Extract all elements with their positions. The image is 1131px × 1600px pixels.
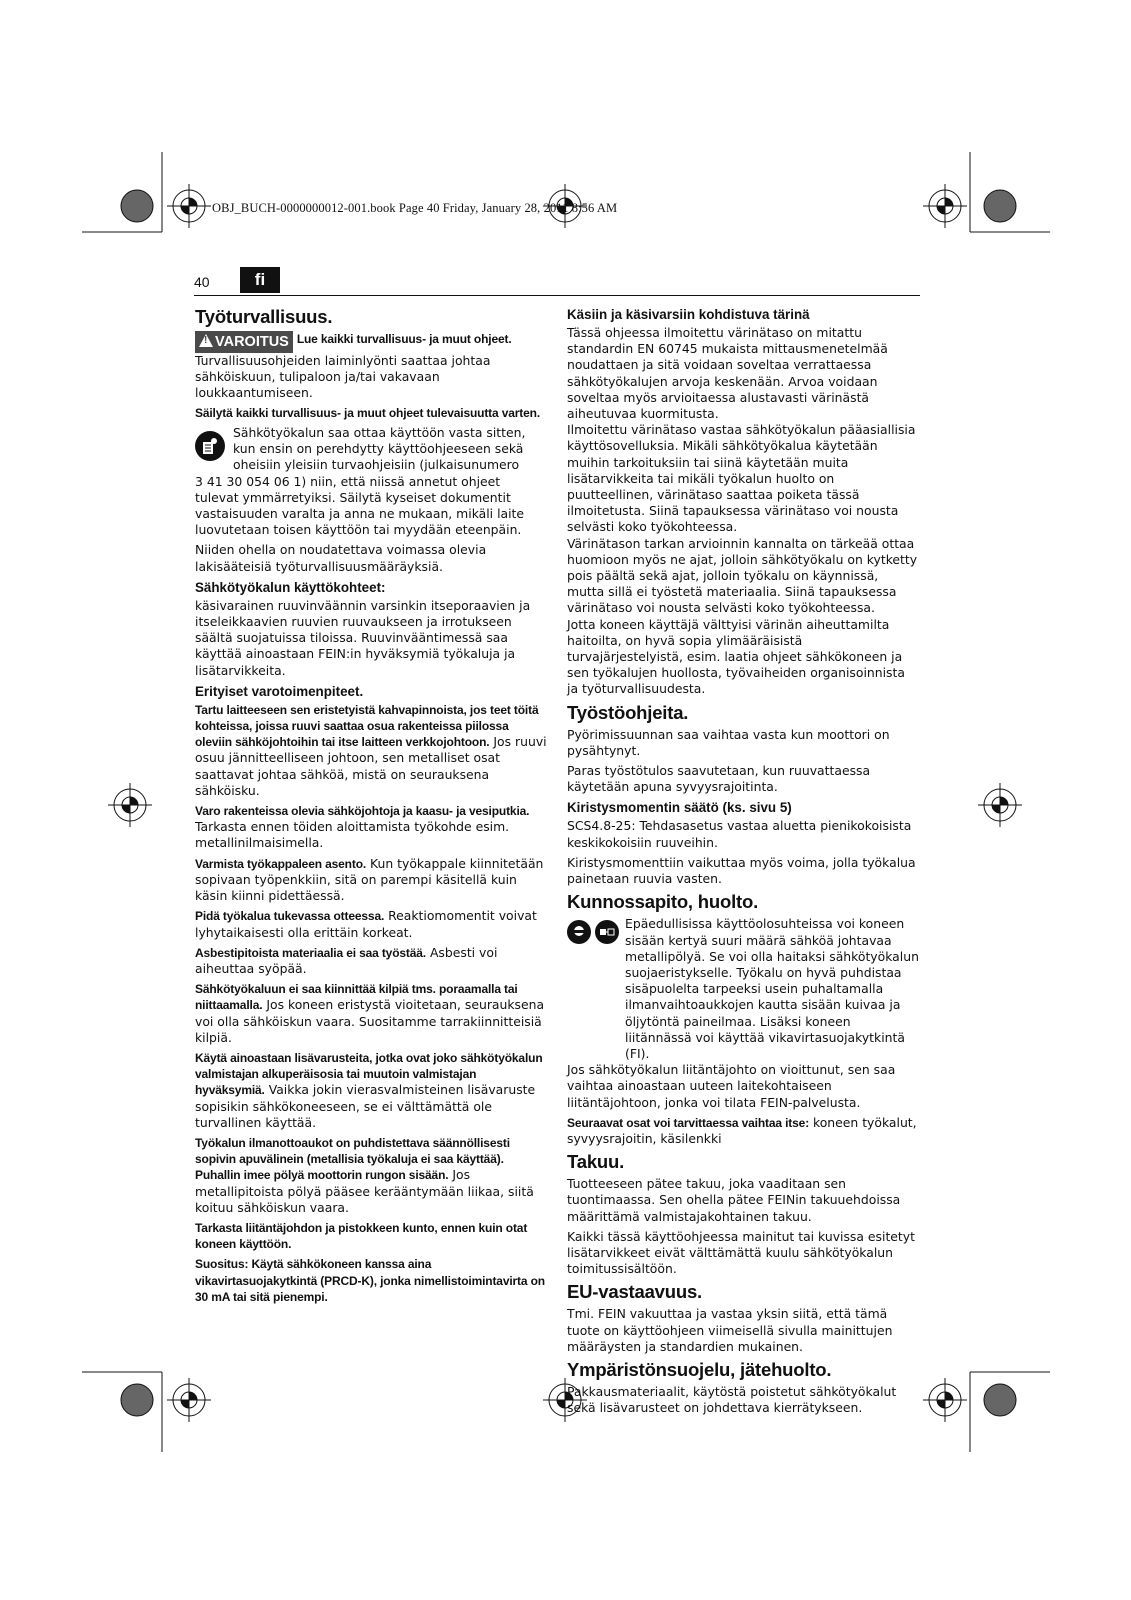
use-heading: Sähkötyökalun käyttökohteet: xyxy=(195,579,386,595)
header-rule xyxy=(194,295,920,296)
maintenance-note xyxy=(567,916,919,1062)
safety-item-bold: Varmista työkappaleen asento. xyxy=(195,856,367,871)
safety-item-text: Vaikka jokin vierasvalmisteinen lisävaruste sopisikin sähkökoneeseen, se ei välttämättä ole turvallinen käyttää. xyxy=(195,1082,536,1130)
torque-p2: Kiristysmomenttiin vaikuttaa myös voima, jolla työkalua painetaan ruuvia vasten. xyxy=(567,854,916,887)
maintenance-parts xyxy=(567,1115,919,1147)
warranty-title: Takuu. xyxy=(567,1151,625,1173)
book-slug: OBJ_BUCH-0000000012-001.book Page 40 Friday, January 28, 2011 8:56 AM xyxy=(212,201,618,215)
safety-item-bold: Sähkötyökaluun ei saa kiinnittää kilpiä tms. poraamalla tai niittaamalla. xyxy=(195,982,518,1013)
work-p1: Pyörimissuunnan saa vaihtaa vasta kun moottori on pysähtynyt. xyxy=(567,726,890,758)
use-text: käsivarainen ruuvinväännin varsinkin itseporaavien ja itseleikkaavien ruuvien ruuvaukseen ja irrotukseen säältä suojatuissa tiloissa. Ruuvinvääntimessä saa käyttää ainoastaan FEIN:in hyväksymiä työkaluja ja lisätarvikkeita. xyxy=(195,597,531,678)
warranty-p1: Tuotteeseen pätee takuu, joka vaaditaan sen tuontimaassa. Sen ohella pätee FEINin takuuehdoissa määrittämä valmistajakohtainen takuu. xyxy=(567,1176,901,1224)
safety-item-bold: Pidä työkalua tukevassa otteessa. xyxy=(195,909,385,924)
safety-item-text: Jos koneen eristystä vioitetaan, seurauksena voi olla sähköiskun vaara. Suositamme tarrakiinnitteisiä kilpiä. xyxy=(195,997,545,1045)
vibration-p3: Värinätason tarkan arvioinnin kannalta on tärkeää ottaa huomioon myös ne ajat, jolloin sähkötyökalu on kytketty pois päältä sekä ajat, jolloin työkalu on käynnissä, mutta sillä ei työstetä materiaalia. Siinä tapauksessa värinätaso voi nousta selvästi koko työkohteessa. xyxy=(567,535,918,616)
safety-item xyxy=(195,1050,547,1131)
safety-item xyxy=(195,702,547,799)
special-heading: Erityiset varotoimenpiteet. xyxy=(195,683,364,699)
maintenance-title: Kunnossapito, huolto. xyxy=(567,891,759,913)
vibration-p1: Tässä ohjeessa ilmoitettu värinätaso on mitattu standardin EN 60745 mukaista mittausmenetelmää noudattaen ja sitä voidaan soveltaa verrattaessa sähkötyökalujen arvoja keskenään. Arvoa voidaan soveltaa myös arvioitaessa alustavasti värinästä aiheutuvaa kuormitusta. xyxy=(567,325,888,422)
manual-text-cont: 3 41 30 054 06 1) niin, että niissä annetut ohjeet tulevat ymmärretyiksi. Säilytä kyseiset dokumentit vastaisuuden varalta ja anna ne mukaan, mikäli laite luovutetaan toisen käyttöön tai myydään eteenpäin. xyxy=(195,473,525,538)
warranty-p2: Kaikki tässä käyttöohjeessa mainitut tai kuvissa esitetyt lisätarvikkeet eivät välttämättä kuulu sähkötyökalun toimitussisältöön. xyxy=(567,1228,915,1277)
safety-item xyxy=(195,945,547,977)
vibration-p2: Ilmoitettu värinätaso vastaa sähkötyökalun pääasiallisia käyttösovelluksia. Mikäli sähkötyökalua käytetään muihin tarkoituksiin tai siinä käytetään muita lisätarvikkeita tai mikäli työkalun huolto on puutteellinen, värinätaso saattaa poiketa tässä ilmoitetusta. Siinä tapauksessa värinätaso voi nousta selvästi koko työkohteessa. xyxy=(567,422,916,535)
safety-item-text: Kun työkappale kiinnitetään sopivaan työpenkkiin, sitä on parempi käsitellä kuin käsin kiinni pidettäessä. xyxy=(195,855,544,904)
safety-item-bold: Työkalun ilmanottoaukot on puhdistettava säännöllisesti sopivin apuvälinein (metallisia työkaluja ei saa käyttää). Puhallin imee pölyä moottorin rungon sisään. xyxy=(195,1135,510,1183)
safety-item-text: Jos metallipitoista pölyä pääsee kerääntymään liikaa, siitä koituu sähköiskun vaara. xyxy=(195,1167,534,1215)
eye-protection-icon xyxy=(567,920,591,944)
environment-title: Ympäristönsuojelu, jätehuolto. xyxy=(567,1358,832,1380)
safety-item xyxy=(195,1220,547,1252)
eu-p1: Tmi. FEIN vakuuttaa ja vastaa yksin siitä, että tämä tuote on käyttöohjeen viimeisellä sivulla mainittujen määräysten ja standardien mukainen. xyxy=(567,1306,893,1354)
regulations-text: Niiden ohella on noudatettava voimassa olevia lakisääteisiä työturvallisuusmääräyksiä. xyxy=(195,542,487,574)
safety-item-text: Jos ruuvi osuu jännitteelliseen johtoon, sen metalliset osat saattavat johtaa sähköä, mistä on seurauksena sähköisku. xyxy=(195,734,547,798)
read-manual-icon xyxy=(195,431,225,461)
safety-item xyxy=(195,981,547,1046)
special-items xyxy=(195,702,547,1305)
safety-item-bold: Tarkasta liitäntäjohdon ja pistokkeen kunto, ennen kuin otat koneen käyttöön. xyxy=(195,1220,528,1252)
safety-title: Työturvallisuus. xyxy=(195,306,333,327)
left-column xyxy=(195,306,547,1309)
safety-item-text: Asbesti voi aiheuttaa syöpää. xyxy=(195,944,498,976)
safety-item xyxy=(195,856,547,905)
right-column xyxy=(567,306,919,1420)
environment-p1: Pakkausmateriaalit, käytöstä poistetut sähkötyökalut sekä lisävarusteet on johdettava kierrätykseen. xyxy=(567,1383,897,1416)
work-p2: Paras työstötulos saavutetaan, kun ruuvattaessa käytetään apuna syvyysrajoitinta. xyxy=(567,763,871,795)
maintenance-parts-bold: Seuraavat osat voi tarvittaessa vaihtaa itse: xyxy=(567,1115,810,1130)
warning-badge: ! VAROITUS xyxy=(195,331,293,353)
manual-text: Sähkötyökalun saa ottaa käyttöön vasta sitten, kun ensin on perehdytty käyttöohjeeseen sekä oheisiin yleisiin turvaohjeisiin (julkaisunumero xyxy=(233,425,526,473)
keep-instructions: Säilytä kaikki turvallisuus- ja muut ohjeet tulevaisuutta varten. xyxy=(195,405,541,420)
manual-note xyxy=(195,425,547,474)
safety-item-bold: Asbestipitoista materiaalia ei saa työstää. xyxy=(195,945,426,960)
maintenance-parts-text: koneen työkalut, syvyysrajoitin, käsilenkki xyxy=(567,1114,917,1146)
safety-item-text: Tarkasta ennen töiden aloittamista työkohde esim. metallinilmaisimella. xyxy=(195,819,510,851)
warning-triangle-icon: ! xyxy=(199,334,213,347)
plug-disconnect-icon xyxy=(595,920,619,944)
safety-item-text: Reaktiomomentit voivat lyhytaikaisesti olla erittäin korkeat. xyxy=(195,908,537,940)
safety-item-bold: Tartu laitteeseen sen eristetyistä kahvapinnoista, jos teet töitä kohteissa, joissa ruuvi saattaa osua rakenteissa piilossa oleviin sähköjohtoihin tai itse laitteen verkkojohtoon. xyxy=(195,702,539,750)
warning-text: Turvallisuusohjeiden laiminlyönti saattaa johtaa sähköiskuun, tulipaloon ja/tai vakavaan loukkaantumiseen. xyxy=(195,353,491,401)
warning-paragraph xyxy=(195,331,547,402)
warning-bold: Lue kaikki turvallisuus- ja muut ohjeet. xyxy=(296,332,512,346)
safety-item xyxy=(195,908,547,940)
eu-title: EU-vastaavuus. xyxy=(567,1281,702,1303)
safety-item-bold: Käytä ainoastaan lisävarusteita, jotka ovat joko sähkötyökalun valmistajan alkuperäisosia tai muutoin valmistajan hyväksymiä. xyxy=(195,1050,543,1098)
language-tab: fi xyxy=(240,267,280,293)
maintenance-p2: Jos sähkötyökalun liitäntäjohto on vioittunut, sen saa vaihtaa ainoastaan uuteen laitekohtaiseen liitäntäjohtoon, jonka voi tilata FEIN-palvelusta. xyxy=(567,1062,896,1110)
torque-p1: SCS4.8-25: Tehdasasetus vastaa aluetta pienikokoisista keskikokoisiin ruuveihin. xyxy=(567,818,912,850)
work-title: Työstöohjeita. xyxy=(567,701,689,723)
safety-item xyxy=(195,1135,547,1216)
maintenance-icons xyxy=(567,920,619,944)
safety-item xyxy=(195,803,547,852)
vibration-p4: Jotta koneen käyttäjä välttyisi värinän aiheuttamilta haitoilta, on hyvä sopia ylimääräisistä turvajärjestelyistä, esim. laatia ohjeet sähkökoneen ja sen työkalujen huollosta, työvaiheiden organisoinnista ja työturvallisuudesta. xyxy=(567,616,905,697)
vibration-heading: Käsiin ja käsivarsiin kohdistuva tärinä xyxy=(567,307,810,322)
safety-item xyxy=(195,1256,547,1305)
torque-heading: Kiristysmomentin säätö (ks. sivu 5) xyxy=(567,800,792,816)
page-number: 40 xyxy=(194,274,210,290)
maintenance-p1: Epäedullisissa käyttöolosuhteissa voi koneen sisään kertyä suuri määrä sähköä johtavaa metallipölyä. Se voi olla haitaksi sähkötyökalun suojaeristykselle. Työkalu on hyvä puhdistaa sisäpuolelta tarpeeksi usein puhaltamalla ilmanvaihtoaukkojen kautta sisään kuivaa ja öljytöntä paineilmaa. Lisäksi koneen liitännässä voi käyttää vikavirtasuojakytkintä (FI). xyxy=(625,916,919,1061)
safety-item-bold: Varo rakenteissa olevia sähköjohtoja ja kaasu- ja vesiputkia. xyxy=(195,804,530,819)
safety-item-bold: Suositus: Käytä sähkökoneen kanssa aina vikavirtasuojakytkintä (PRCD-K), jonka nimellistoimintavirta on 30 mA tai sitä pienempi. xyxy=(195,1257,545,1304)
